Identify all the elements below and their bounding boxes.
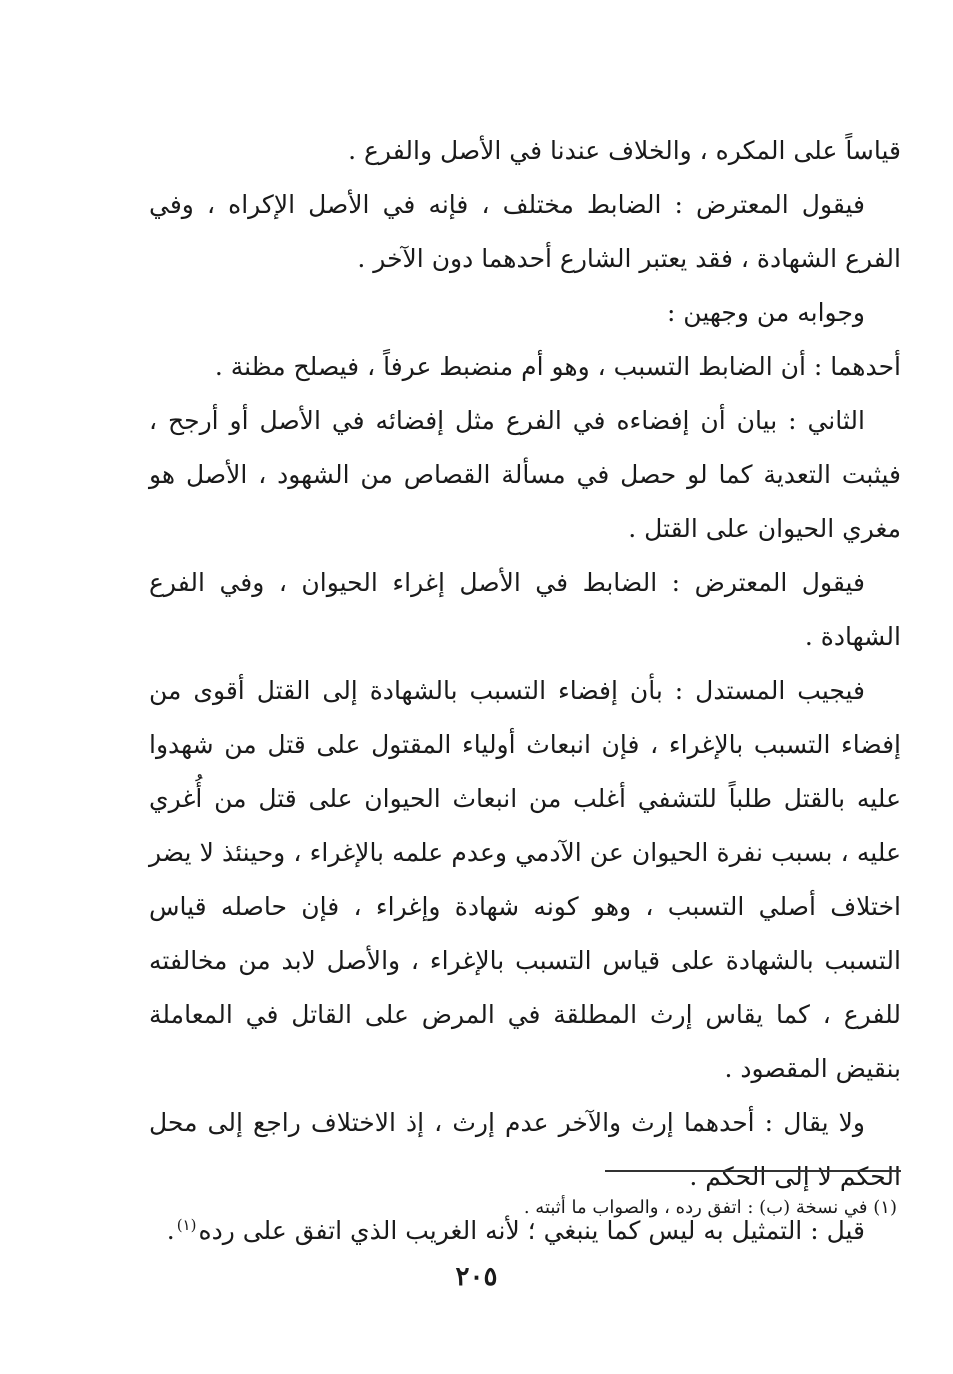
paragraph-9-text: قيل : التمثيل به ليس كما ينبغي ؛ لأنه الغريب الذي اتفق على رده [198, 1216, 865, 1245]
paragraph-8: ولا يقال : أحدهما إرث والآخر عدم إرث ، إذ الاختلاف راجع إلى محل الحكم لا إلى الحكم . [149, 1108, 901, 1191]
footnote-reference: (١) [176, 1215, 197, 1234]
paragraph-4: أحدهما : أن الضابط التسبب ، وهو أم منضبط عرفاً ، فيصلح مظنة . [214, 352, 901, 381]
paragraph-2: فيقول المعترض : الضابط مختلف ، فإنه في الأصل الإكراه ، وفي الفرع الشهادة ، فقد يعتبر الشارع أحدهما دون الآخر . [149, 190, 901, 273]
paragraph-5: الثاني : بيان أن إفضاءه في الفرع مثل إفضائه في الأصل أو أرجح ، فيثبت التعدية كما لو حصل في مسألة القصاص من الشهود ، الأصل هو مغري الحيوان على القتل . [149, 406, 901, 543]
page-number: ٢٠٥ [455, 1262, 498, 1292]
paragraph-7: فيجيب المستدل : بأن إفضاء التسبب بالشهادة إلى القتل أقوى من إفضاء التسبب بالإغراء ، فإن انبعاث أولياء المقتول على قتل من شهدوا عليه بالقتل طلباً للتشفي أغلب من انبعاث الحيوان على قتل من أُغري عليه ، بسبب نفرة الحيوان عن الآدمي وعدم علمه بالإغراء ، وحينئذ لا يضر اختلاف أصلي التسبب ، وهو كونه شهادة وإغراء ، فإن حاصله قياس التسبب بالشهادة على قياس التسبب بالإغراء ، والأصل لابد من مخالفته للفرع ، كما يقاس إرث المطلقة في المرض على القاتل في المعاملة بنقيض المقصود . [149, 676, 901, 1083]
paragraph-6: فيقول المعترض : الضابط في الأصل إغراء الحيوان ، وفي الفرع الشهادة . [149, 568, 901, 651]
body-text [149, 124, 901, 1258]
footnote-divider [605, 1170, 901, 1172]
paragraph-3: وجوابه من وجهين : [666, 298, 865, 327]
footnote: (١) في نسخة (ب) : اتفق رده ، والصواب ما أثبته . [523, 1197, 897, 1218]
paragraph-9-end: . [166, 1216, 175, 1245]
paragraph-1: قياساً على المكره ، والخلاف عندنا في الأصل والفرع . [348, 136, 901, 165]
